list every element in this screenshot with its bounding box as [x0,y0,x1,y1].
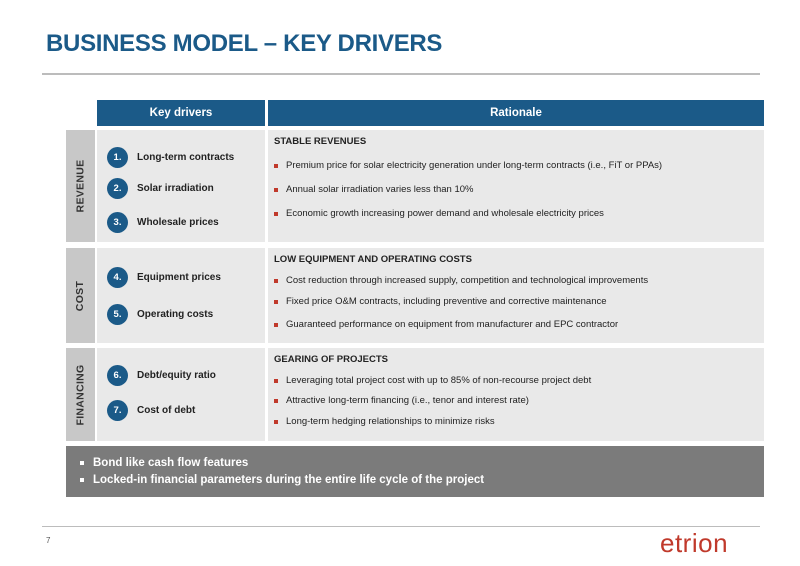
bullet-marker [80,478,84,482]
bullet-text: Annual solar irradiation varies less than 10% [286,184,474,195]
footer-divider [42,526,760,527]
summary-bullet [80,474,484,486]
drivers-panel-financing [97,348,265,441]
header-key-drivers: Key drivers [97,100,265,126]
driver-label: Wholesale prices [137,217,219,228]
driver-label: Long-term contracts [137,152,235,163]
bullet-marker [274,399,278,403]
driver-label: Debt/equity ratio [137,370,216,381]
bullet-marker [274,300,278,304]
summary-text: Bond like cash flow features [93,457,249,469]
driver-label: Solar irradiation [137,183,214,194]
bullet-text: Cost reduction through increased supply, competition and technological improvements [286,275,649,286]
bullet-text: Premium price for solar electricity generation under long-term contracts (i.e., FiT or PPAs) [286,160,663,171]
driver-item [107,304,213,325]
side-label-text: REVENUE [74,159,87,213]
driver-label: Equipment prices [137,272,221,283]
driver-label: Cost of debt [137,405,196,416]
bullet-text: Fixed price O&M contracts, including preventive and corrective maintenance [286,296,607,307]
rationale-bullet [274,395,529,406]
bullet-marker [274,379,278,383]
side-label-financing [66,348,95,441]
rationale-bullet [274,160,662,171]
rationale-bullet [274,184,473,195]
bullet-text: Long-term hedging relationships to minimize risks [286,416,495,427]
bullet-marker [274,212,278,216]
driver-number-badge: 5. [107,304,128,325]
rationale-bullet [274,375,591,386]
driver-label: Operating costs [137,309,214,320]
bullet-text: Economic growth increasing power demand and wholesale electricity prices [286,208,604,219]
driver-number-badge: 7. [107,400,128,421]
driver-item [107,147,234,168]
summary-text: Locked-in financial parameters during the entire life cycle of the project [93,474,485,486]
driver-item [107,365,216,386]
rationale-bullet [274,208,604,219]
side-label-revenue [66,130,95,242]
bullet-marker [274,188,278,192]
etrion-logo: etrion [660,528,729,558]
rationale-title: LOW EQUIPMENT AND OPERATING COSTS [274,254,472,265]
driver-number-badge: 6. [107,365,128,386]
driver-item [107,178,214,199]
side-label-text: COST [74,280,87,311]
rationale-bullet [274,319,618,330]
driver-number-badge: 2. [107,178,128,199]
driver-number-badge: 1. [107,147,128,168]
rationale-bullet [274,296,607,307]
driver-number-badge: 3. [107,212,128,233]
rationale-panel-cost [268,248,764,343]
page-title: BUSINESS MODEL – KEY DRIVERS [46,30,443,57]
rationale-bullet [274,416,495,427]
side-label-cost [66,248,95,343]
bullet-marker [274,164,278,168]
summary-band [66,446,764,497]
driver-item [107,400,195,421]
bullet-text: Attractive long-term financing (i.e., tenor and interest rate) [286,395,529,406]
rationale-panel-financing [268,348,764,441]
bullet-text: Leveraging total project cost with up to 85% of non-recourse project debt [286,375,592,386]
drivers-panel-revenue [97,130,265,242]
rationale-title: STABLE REVENUES [274,136,367,147]
header-rationale: Rationale [268,100,764,126]
bullet-marker [274,420,278,424]
bullet-marker [274,279,278,283]
bullet-marker [80,461,84,465]
driver-item [107,267,221,288]
page-number: 7 [46,536,51,545]
drivers-panel-cost [97,248,265,343]
driver-item [107,212,219,233]
rationale-panel-revenue [268,130,764,242]
bullet-text: Guaranteed performance on equipment from manufacturer and EPC contractor [286,319,619,330]
summary-bullet [80,457,248,469]
rationale-bullet [274,275,648,286]
title-divider [42,73,760,75]
bullet-marker [274,323,278,327]
driver-number-badge: 4. [107,267,128,288]
side-label-text: FINANCING [74,363,87,426]
rationale-title: GEARING OF PROJECTS [274,354,389,365]
